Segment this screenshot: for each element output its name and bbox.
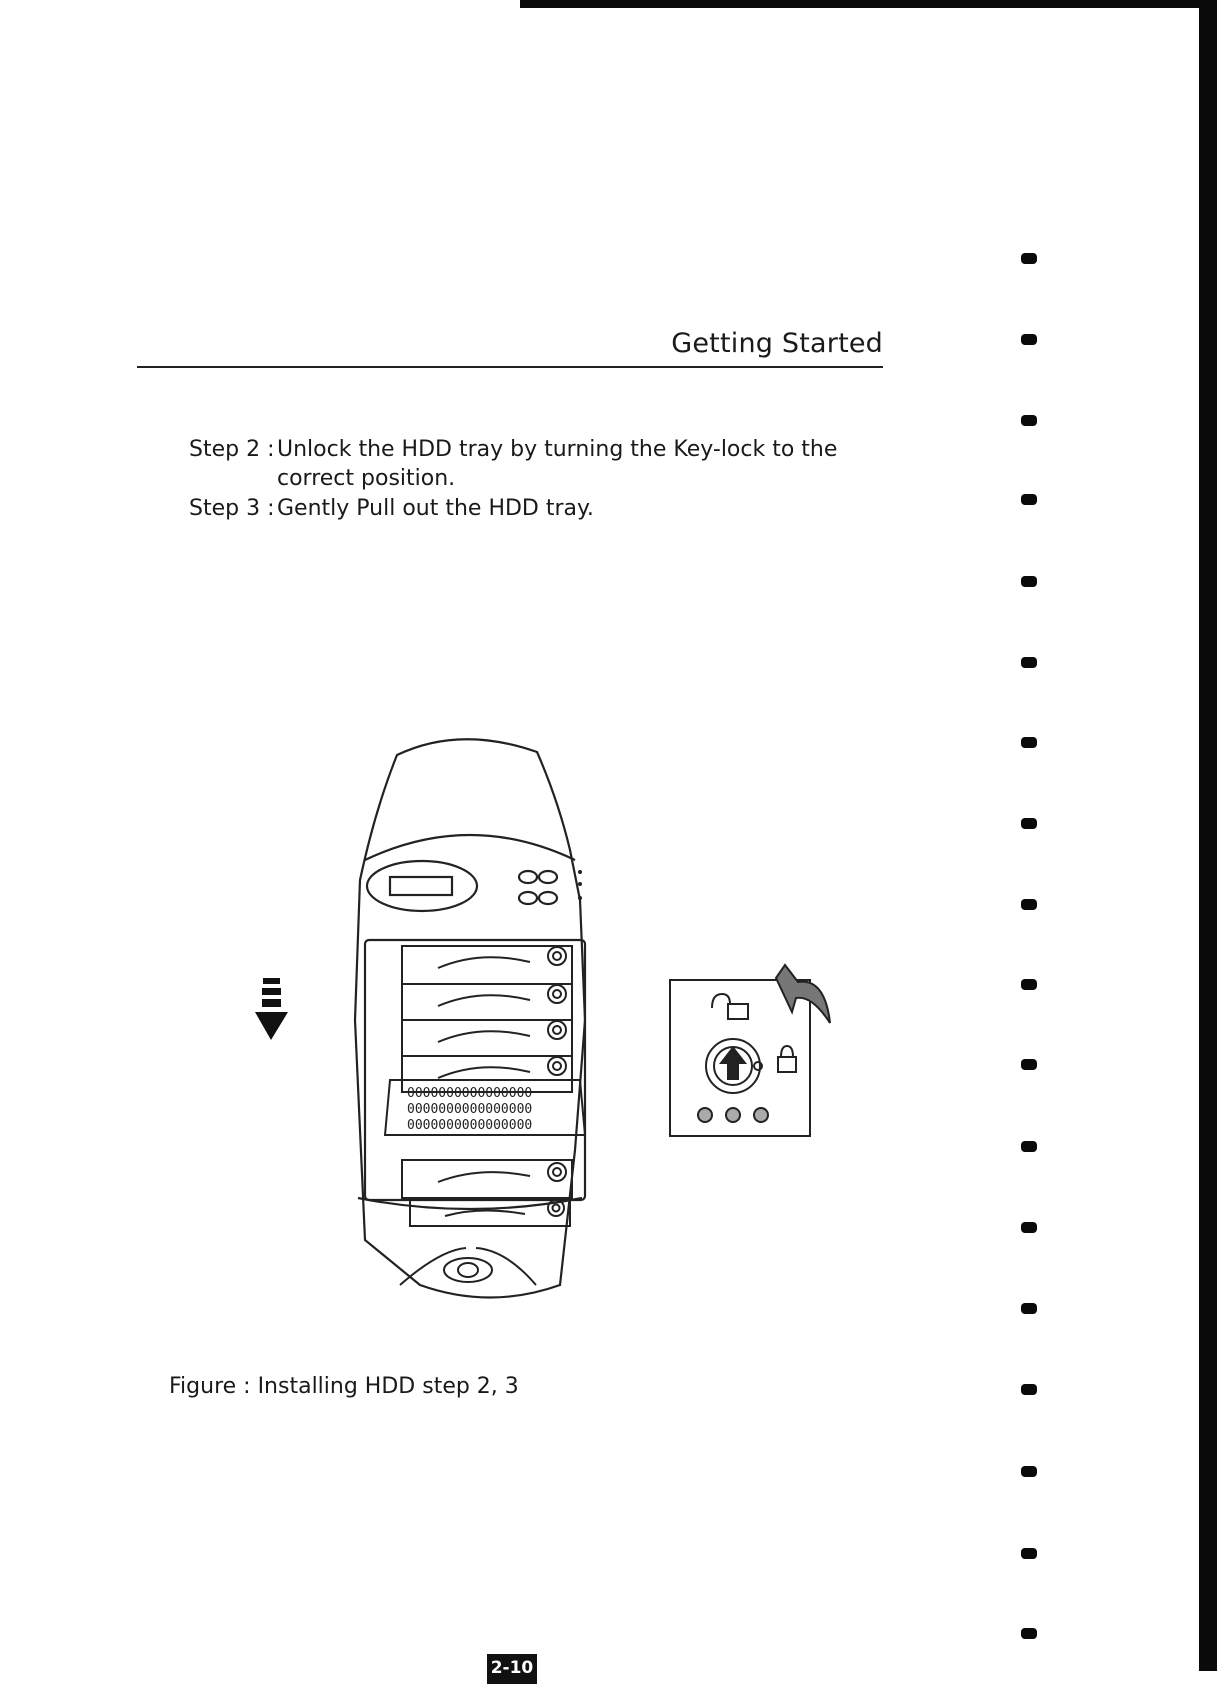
tray-pattern-line: 0000000000000000 — [407, 1118, 533, 1133]
binder-tab — [1021, 1303, 1037, 1314]
binder-tab — [1021, 737, 1037, 748]
binder-tab — [1021, 818, 1037, 829]
scan-top-edge — [520, 0, 1217, 8]
binder-tab — [1021, 334, 1037, 345]
binder-tab — [1021, 253, 1037, 264]
binder-tab — [1021, 576, 1037, 587]
step-text: Unlock the HDD tray by turning the Key-lock to the — [277, 437, 838, 462]
binder-tab — [1021, 1141, 1037, 1152]
binder-tab — [1021, 1059, 1037, 1070]
installing-hdd-figure — [240, 720, 840, 1320]
step-2 — [189, 437, 837, 462]
binder-tab — [1021, 899, 1037, 910]
key-arrow-icon — [719, 1046, 747, 1080]
page-number: 2-10 — [487, 1654, 537, 1684]
pull-down-arrow-icon — [255, 978, 288, 1040]
binder-tab — [1021, 415, 1037, 426]
binder-tab — [1021, 1466, 1037, 1477]
step-text: Gently Pull out the HDD tray. — [277, 496, 594, 521]
binder-tab — [1021, 1628, 1037, 1639]
unlock-icon — [712, 994, 748, 1019]
step-label: Step 2 : — [189, 437, 275, 462]
binder-tab — [1021, 494, 1037, 505]
section-title: Getting Started — [671, 328, 883, 359]
step-3 — [189, 496, 594, 521]
scan-right-edge — [1199, 0, 1217, 1671]
step-2-continued: correct position. — [277, 466, 456, 491]
header-rule — [137, 366, 883, 368]
binder-tab — [1021, 657, 1037, 668]
binder-tab — [1021, 1222, 1037, 1233]
turn-arrow-icon — [776, 965, 830, 1023]
tray-pattern-line: 0000000000000000 — [407, 1102, 533, 1117]
binder-tab — [1021, 1384, 1037, 1395]
lock-icon — [778, 1046, 796, 1072]
figure-caption: Figure : Installing HDD step 2, 3 — [169, 1374, 519, 1399]
binder-tab — [1021, 979, 1037, 990]
step-label: Step 3 : — [189, 496, 275, 521]
binder-tab — [1021, 1548, 1037, 1559]
tray-pattern-line: 0000000000000000 — [407, 1086, 533, 1101]
